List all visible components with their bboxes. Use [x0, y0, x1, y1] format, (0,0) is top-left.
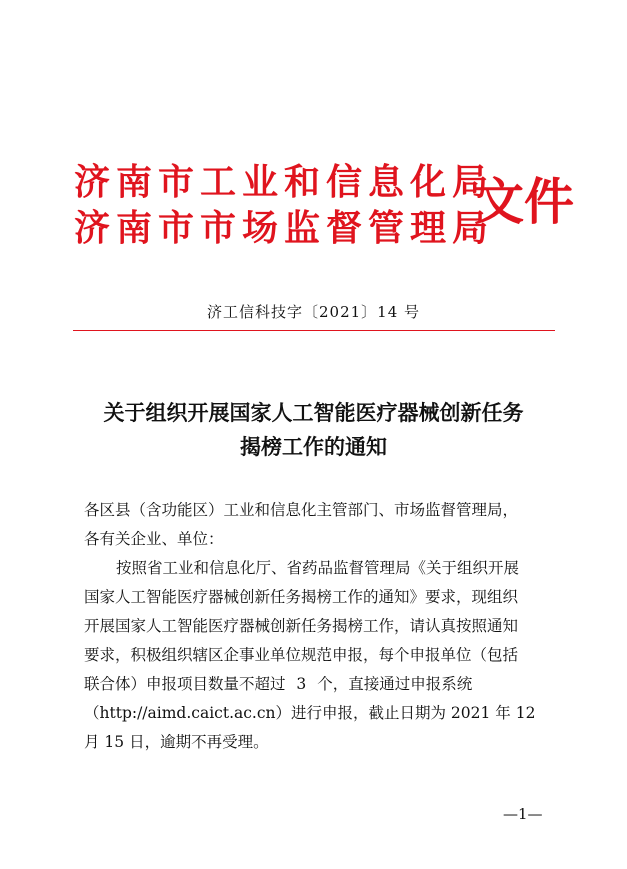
page-number: —1—	[503, 805, 543, 823]
salutation-line-1: 各区县（含功能区）工业和信息化主管部门、市场监督管理局，	[84, 501, 519, 519]
body-line-1: 按照省工业和信息化厅、省药品监督管理局《关于组织开展	[116, 559, 520, 577]
document-type-label: 文件	[474, 172, 574, 231]
title-line-1: 关于组织开展国家人工智能医疗器械创新任务	[103, 400, 524, 425]
salutation-line-2: 各有关企业、单位：	[84, 530, 224, 548]
body-line-4: 要求，积极组织辖区企事业单位规范申报，每个申报单位（包括	[84, 646, 519, 664]
body-line-7: 月 15 日，逾期不再受理。	[84, 733, 269, 751]
issuing-agency-2: 济南市市场监督管理局	[74, 207, 495, 249]
document-header	[74, 158, 574, 254]
body-line-5: 联合体）申报项目数量不超过 3 个，直接通过申报系统	[84, 675, 473, 693]
document-number: 济工信科技字〔2021〕14 号	[206, 303, 421, 321]
title-line-2: 揭榜工作的通知	[240, 434, 387, 459]
issuing-agency-1: 济南市工业和信息化局	[74, 161, 495, 203]
document-title	[0, 396, 627, 464]
body-line-2: 国家人工智能医疗器械创新任务揭榜工作的通知》要求，现组织	[84, 588, 519, 606]
document-body	[84, 496, 558, 757]
body-line-6-link: （http://aimd.caict.ac.cn）进行申报，截止日期为 2021 年 12	[84, 704, 536, 722]
body-line-3: 开展国家人工智能医疗器械创新任务揭榜工作，请认真按照通知	[84, 617, 519, 635]
red-divider	[73, 330, 555, 331]
